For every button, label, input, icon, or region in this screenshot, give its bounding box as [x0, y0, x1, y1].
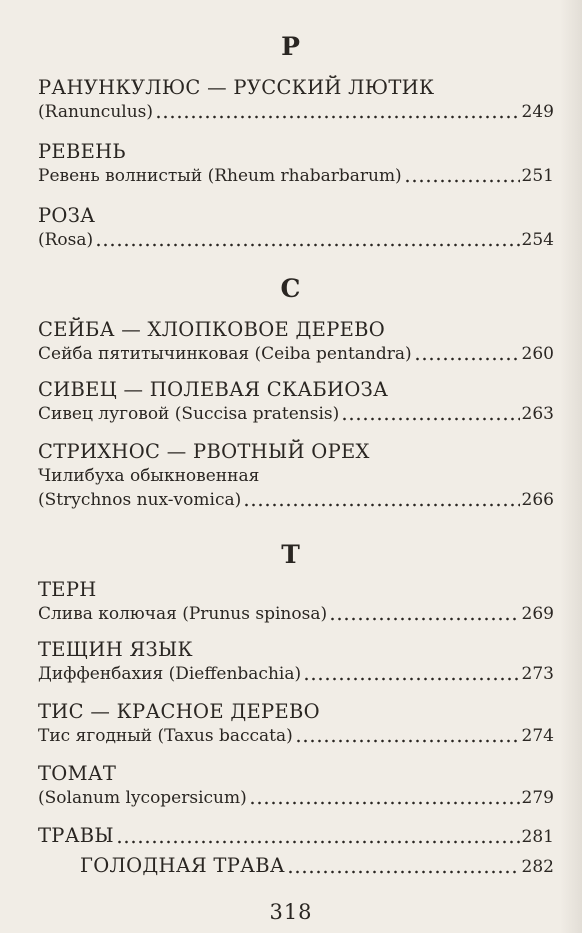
section-letter: С	[280, 274, 302, 303]
page-number: 251	[521, 166, 554, 186]
leader-dots	[303, 677, 519, 681]
entry-heading: РЕВЕНЬ	[38, 140, 126, 163]
page-number: 249	[521, 102, 554, 122]
toc-entry	[38, 204, 554, 252]
toc-entry	[38, 638, 554, 686]
page-number: 279	[521, 788, 554, 808]
entry-heading: ТОМАТ	[38, 762, 117, 785]
entry-heading: ТЕРН	[38, 578, 97, 601]
page-number: 274	[521, 726, 554, 746]
entry-line	[38, 164, 554, 188]
leader-dots	[249, 801, 520, 805]
entry-line	[38, 724, 554, 748]
toc-entry	[38, 378, 554, 426]
entry-text: Ревень волнистый (Rheum rhabarbarum)	[38, 166, 402, 186]
entry-heading: РОЗА	[38, 204, 96, 227]
entry-text: Сивец луговой (Succisa pratensis)	[38, 404, 340, 424]
page-number: 263	[521, 404, 554, 424]
page-number: 260	[521, 344, 554, 364]
toc-entry	[38, 700, 554, 748]
page-number: 282	[521, 857, 554, 877]
entry-line	[38, 824, 554, 849]
entry-line	[38, 402, 554, 426]
entry-text: (Strychnos nux-vomica)	[38, 490, 242, 510]
entry-heading: ТИС — КРАСНОЕ ДЕРЕВО	[38, 700, 320, 723]
entry-text: Тис ягодный (Taxus baccata)	[38, 726, 293, 746]
leader-dots	[155, 115, 520, 119]
leader-dots	[243, 503, 519, 507]
leader-dots	[295, 739, 520, 743]
entry-heading: РАНУНКУЛЮС — РУССКИЙ ЛЮТИК	[38, 76, 435, 99]
entry-line	[38, 786, 554, 810]
leader-dots	[341, 417, 519, 421]
entry-text: Слива колючая (Prunus spinosa)	[38, 604, 328, 624]
leader-dots	[116, 840, 520, 844]
entry-line	[80, 854, 554, 879]
entry-line	[38, 662, 554, 686]
page-number: 269	[521, 604, 554, 624]
leader-dots	[414, 357, 520, 361]
page-folio: 318	[269, 900, 313, 924]
page-number: 266	[521, 490, 554, 510]
entry-heading: ГОЛОДНАЯ ТРАВА	[80, 854, 285, 877]
toc-entry	[38, 762, 554, 810]
entry-text: Сейба пятитычинковая (Ceiba pentandra)	[38, 344, 412, 364]
entry-line	[38, 342, 554, 366]
entry-line	[38, 602, 554, 626]
section-letter: Т	[281, 540, 301, 569]
entry-line	[38, 488, 554, 512]
entry-subtext: Чилибуха обыкновенная	[38, 466, 260, 486]
leader-dots	[404, 179, 520, 183]
leader-dots	[95, 243, 519, 247]
page-shadow	[560, 0, 582, 933]
toc-entry	[80, 854, 554, 879]
entry-heading: ТРАВЫ	[38, 824, 114, 847]
entry-line	[38, 100, 554, 124]
entry-text: (Rosa)	[38, 230, 94, 250]
entry-heading: СИВЕЦ — ПОЛЕВАЯ СКАБИОЗА	[38, 378, 389, 401]
toc-entry	[38, 318, 554, 366]
entry-line	[38, 228, 554, 252]
toc-entry	[38, 824, 554, 849]
entry-heading: СЕЙБА — ХЛОПКОВОЕ ДЕРЕВО	[38, 318, 386, 341]
toc-entry	[38, 140, 554, 188]
section-letter: Р	[281, 32, 301, 61]
leader-dots	[287, 870, 520, 874]
toc-entry	[38, 76, 554, 124]
entry-heading: СТРИХНОС — РВОТНЫЙ ОРЕХ	[38, 440, 370, 463]
entry-text: (Solanum lycopersicum)	[38, 788, 247, 808]
page-number: 273	[521, 664, 554, 684]
toc-entry	[38, 440, 554, 512]
page-number: 281	[521, 827, 554, 847]
entry-heading: ТЕЩИН ЯЗЫК	[38, 638, 193, 661]
leader-dots	[329, 617, 519, 621]
page-number: 254	[521, 230, 554, 250]
entry-text: Диффенбахия (Dieffenbachia)	[38, 664, 302, 684]
toc-entry	[38, 578, 554, 626]
entry-text: (Ranunculus)	[38, 102, 154, 122]
